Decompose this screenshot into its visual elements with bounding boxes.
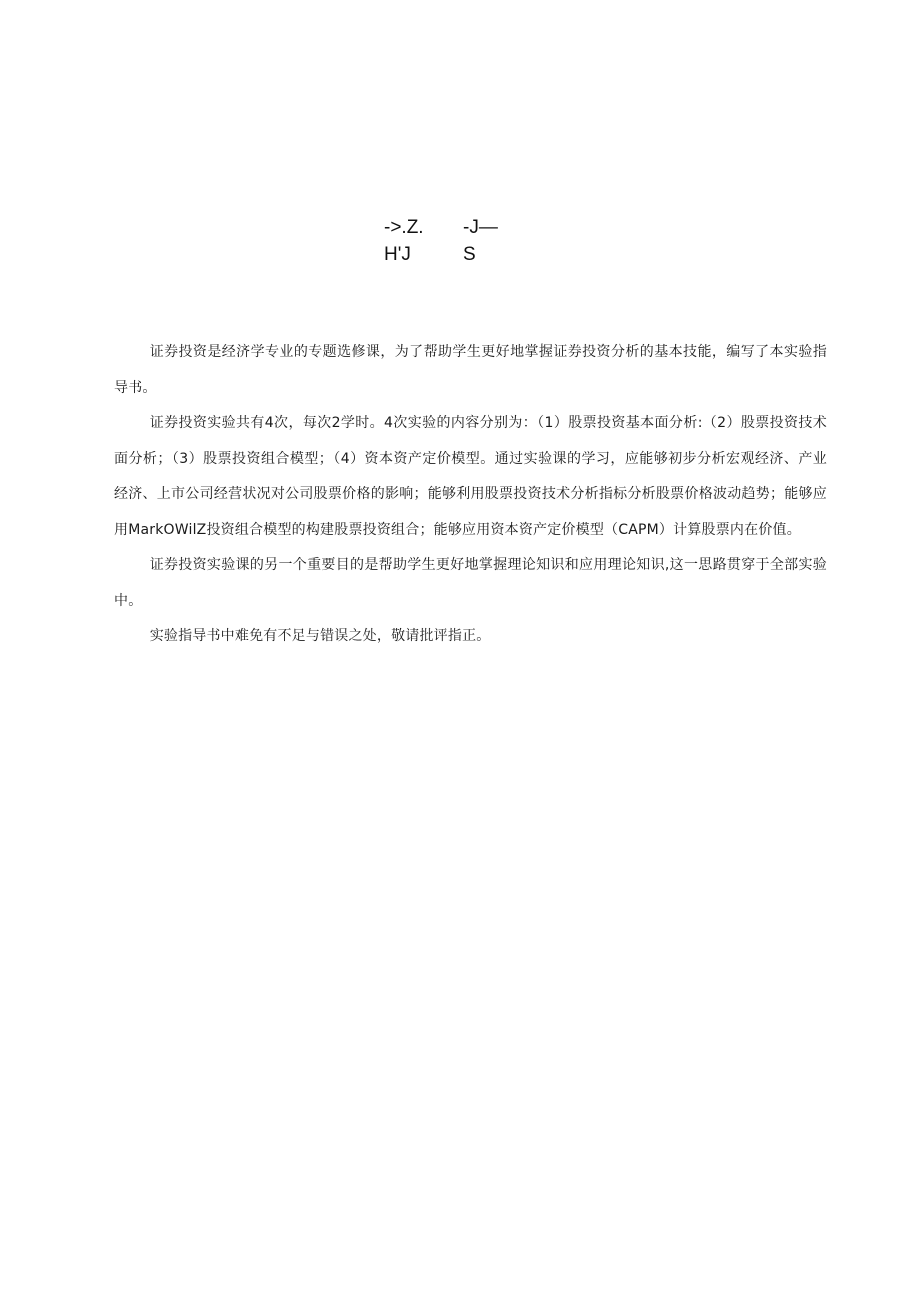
page-title [384,214,544,268]
title-line-2 [384,241,544,268]
preface-body [114,335,827,655]
title-fragment: H'J [384,244,411,265]
title-fragment: ->.Z. [384,217,424,238]
title-line-1 [384,214,544,241]
paragraph-intro: 证券投资是经济学专业的专题选修课，为了帮助学生更好地掌握证券投资分析的基本技能，编写了本实验指导书。 [114,344,827,396]
paragraph-experiments: 证券投资实验共有4次，每次2学时。4次实验的内容分别为：（1）股票投资基本面分析:（2）股票投资技术面分析；（3）股票投资组合模型；（4）资本资产定价模型。通过实验课的学习，应能够初步分析宏观经济、产业经济、上市公司经营状况对公司股票价格的影响；能够利用股票投资技术分析指标分析股票价格波动趋势；能够应用MarkOWilZ投资组合模型的构建股票投资组合；能够应用资本资产定价模型（CAPM）计算股票内在价值。 [114,415,827,538]
title-fragment: -J— [463,217,498,238]
paragraph-purpose: 证券投资实验课的另一个重要目的是帮助学生更好地掌握理论知识和应用理论知识,这一思路贯穿于全部实验中。 [114,557,827,609]
title-fragment: S [463,244,476,265]
paragraph-closing: 实验指导书中难免有不足与错误之处，敬请批评指正。 [149,628,491,644]
